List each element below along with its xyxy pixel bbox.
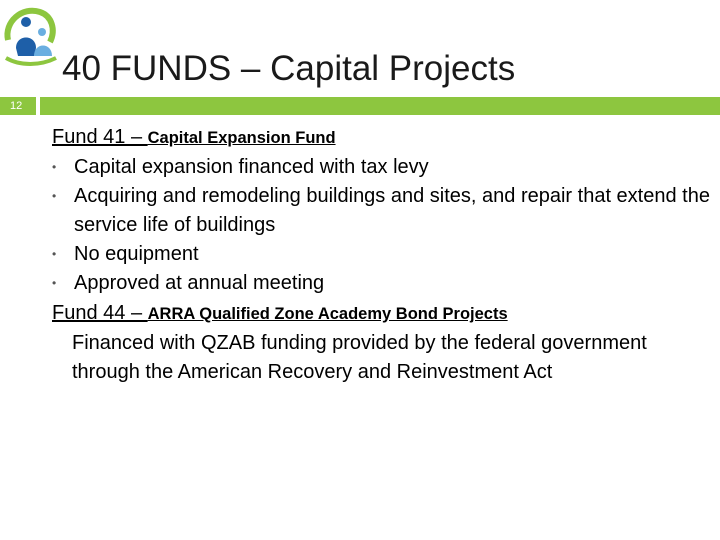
fund44-heading-sub: ARRA Qualified Zone Academy Bond Projects bbox=[147, 305, 508, 323]
bullet-icon: • bbox=[52, 160, 57, 174]
accent-bar-divider bbox=[36, 97, 40, 115]
fund41-heading-main: Fund 41 – bbox=[52, 126, 148, 148]
list-item bbox=[52, 269, 712, 298]
list-item-text: Approved at annual meeting bbox=[74, 272, 325, 294]
fund44-description: Financed with QZAB funding provided by the federal government through the American Recovery and Reinvestment Act bbox=[72, 332, 647, 383]
fund44-heading-main: Fund 44 – bbox=[52, 302, 148, 324]
slide-number: 12 bbox=[10, 100, 23, 112]
list-item bbox=[52, 240, 712, 269]
fund44-heading bbox=[52, 298, 712, 329]
slide-content bbox=[52, 122, 712, 386]
bullet-icon: • bbox=[52, 189, 57, 203]
bullet-icon: • bbox=[52, 276, 57, 290]
bullet-icon: • bbox=[52, 247, 57, 261]
fund41-heading-sub: Capital Expansion Fund bbox=[147, 129, 336, 147]
fund41-heading bbox=[52, 122, 712, 153]
list-item-text: Capital expansion financed with tax levy bbox=[74, 156, 429, 178]
slide-title: 40 FUNDS – Capital Projects bbox=[62, 49, 516, 88]
list-item bbox=[52, 182, 712, 240]
family-logo-icon bbox=[0, 0, 62, 68]
list-item-text: No equipment bbox=[74, 243, 199, 265]
list-item-text: Acquiring and remodeling buildings and sites, and repair that extend the service life of buildings bbox=[74, 185, 710, 236]
list-item bbox=[52, 153, 712, 182]
title-accent-bar bbox=[0, 97, 720, 115]
fund41-bullet-list bbox=[52, 153, 712, 298]
